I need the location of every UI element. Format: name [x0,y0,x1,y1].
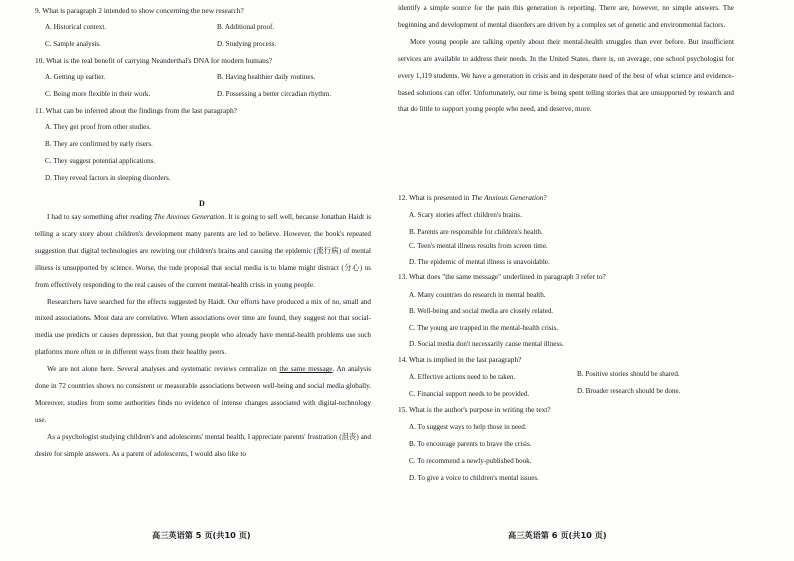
right-page [397,0,794,561]
q11-stem: 11. What can be inferred about the findings from the last paragraph? [35,106,237,115]
q15-stem: 15. What is the author's purpose in writing the text? [398,405,551,414]
q14-option-d: D. Broader research should be done. [577,387,681,395]
page-footer-right: 高三英语第 6 页(共10 页) [508,530,607,540]
passage-right [398,0,734,118]
section-heading: D [199,199,205,208]
paragraph-2: Researchers have searched for the effects suggested by Haidt. Our efforts have produced a mix of no, small and mixed associations. Most data are correlative. When associations over time are found, they suggest not that social-media use predicts or causes depression, but that young people who already have mental-health problems use such platforms more often or in different ways from their healthy peers. [35,297,371,357]
q13-option-a: A. Many countries do research in mental health. [409,291,546,299]
page-footer-left: 高三英语第 5 页(共10 页) [152,530,251,540]
q11-option-d: D. They reveal factors in sleeping disorders. [45,174,171,182]
q13-option-c: C. The young are trapped in the mental-health crisis. [409,324,559,332]
q14-option-b: B. Positive stories should be shared. [577,370,680,378]
q11-option-c: C. They suggest potential applications. [45,157,156,165]
q14-option-a: A. Effective actions need to be taken. [409,373,516,381]
book-title: The Anxious Generation [153,213,225,221]
q9-stem: 9. What is paragraph 2 intended to show concerning the new research? [35,6,244,15]
q14-stem: 14. What is implied in the last paragraph? [398,355,522,364]
q15-option-a: A. To suggest ways to help those in need. [409,423,527,431]
underlined-phrase: the same message [279,365,333,374]
paragraph-1 [35,209,371,294]
q15-option-c: C. To recommend a newly-published book. [409,457,532,465]
q12-option-c: C. Teen's mental illness results from screen time. [409,242,548,250]
q11-option-a: A. They get proof from other studies. [45,123,151,131]
q9-option-c: C. Sample analysis. [45,40,101,48]
paragraph-1-body: . It is going to sell well, because Jonathan Haidt is telling a scary story about children's development many parents are led to believe. However, the book's repeated suggestion that digital technologies are rewiring our children's brains and causing the epidemic (流行病) of mental illness is unsupported by science. Worse, the rude proposal that social media is to blame might distract (分心) us from effectively responding to the real causes of the current mental-health crisis in young people. [35,213,371,289]
paragraph-3-body: . An analysis done in 72 countries shows no consistent or measurable associations between well-being and social media globally. Moreover, studies from some authorities finds no evidence of intense changes associated with digital-technology use. [35,365,372,424]
q11-option-b: B. They are confirmed by early risers. [45,140,153,148]
q9-option-d: D. Studying process. [217,40,277,48]
q15-option-d: D. To give a voice to children's mental issues. [409,474,539,482]
q12-book-title: The Anxious Generation [471,193,544,202]
q9-option-a: A. Historical context. [45,23,107,31]
paragraph-3-lead: We are not alone here. Several analyses and systematic reviews centralize on [47,365,280,374]
passage-left [35,209,371,463]
q12-option-a: A. Scary stories affect children's brains. [409,211,522,219]
paragraph-1-lead: I had to say something after reading [47,213,154,221]
q10-option-c: C. Being more flexible in their work. [45,90,151,98]
q9-option-b: B. Additional proof. [217,23,275,31]
paragraph-5: More young people are talking openly about their mental-health struggles than ever before. But insufficient services are available to address their needs. In the United States, there is, on average, one school psychologist for every 1,119 students. We have a generation in crisis and in desperate need of the best of what science and evidence-based solutions can offer. Unfortunately, our time is being spent telling stories that are unsupported by research and that do little to support young people who need, and deserve, more. [398,37,734,114]
q12-option-b: B. Parents are responsible for children's health. [409,228,543,236]
paragraph-4-continued: identify a simple source for the pain this generation is reporting. There are, however, no simple answers. The beginning and development of mental disorders are driven by a complex set of genetic and environmental factors. [398,4,734,29]
q10-option-a: A. Getting up earlier. [45,73,106,81]
paragraph-3 [35,361,371,429]
q12-stem-end: ? [543,193,547,202]
q10-option-b: B. Having healthier daily routines. [217,73,316,81]
q14-option-c: C. Financial support needs to be provided. [409,390,530,398]
q13-option-b: B. Well-being and social media are closely related. [409,307,554,315]
paragraph-4: As a psychologist studying children's and adolescents' mental health, I appreciate parents' frustration (沮丧) and desire for simple answers. As a parent of adolescents, I would also like to [35,432,371,458]
q15-option-b: B. To encourage parents to brave the crisis. [409,440,532,448]
q13-stem: 13. What does "the same message" underlined in paragraph 3 refer to? [398,272,606,281]
q12-stem-lead: 12. What is presented in [398,193,472,202]
q12-option-d: D. The epidemic of mental illness is unavoidable. [409,258,550,266]
q12-stem [398,193,547,203]
q10-stem: 10. What is the real benefit of carrying Neanderthal's DNA for modern humans? [35,56,273,65]
q10-option-d: D. Possessing a better circadian rhythm. [217,90,332,98]
q13-option-d: D. Social media don't necessarily cause mental illness. [409,340,564,348]
